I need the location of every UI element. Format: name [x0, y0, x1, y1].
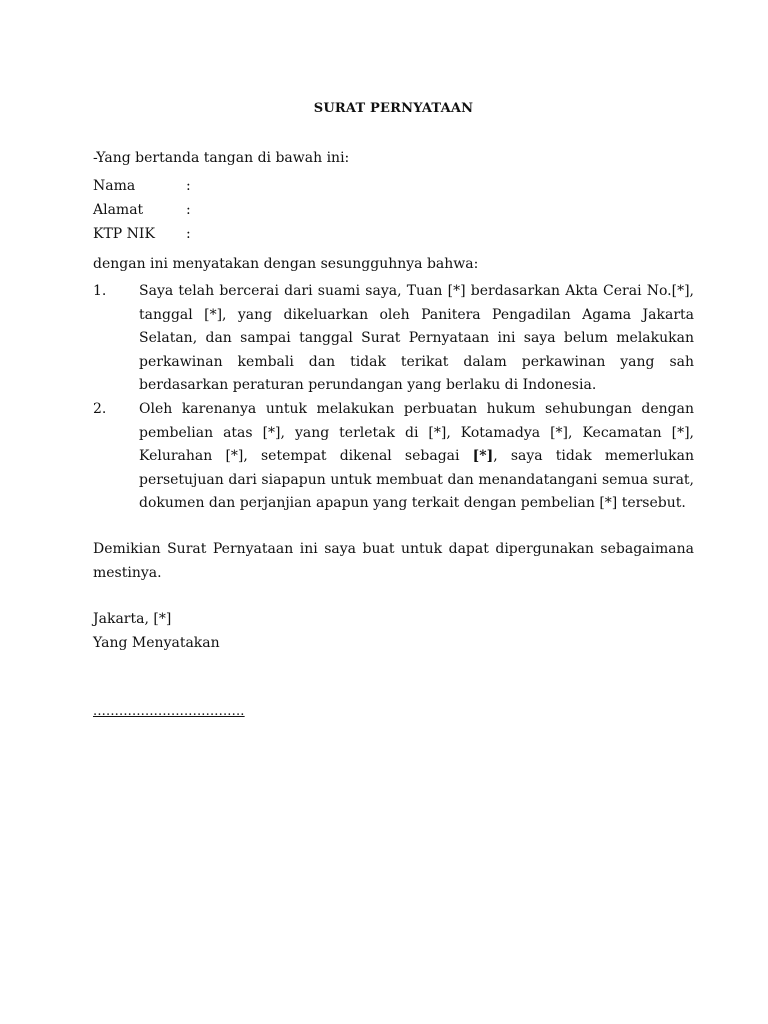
- item-text-part: Oleh karenanya untuk melakukan perbuatan hukum sehubungan dengan pembelian atas [*], yang terletak di [*], Kotamadya [*], Kecamatan [*], Kelurahan [*], setempat dikenal sebagai: [139, 400, 694, 465]
- field-colon: :: [186, 202, 191, 218]
- item-number: 1.: [93, 283, 107, 299]
- item-text: Saya telah bercerai dari suami saya, Tuan [*] berdasarkan Akta Cerai No.[*], tanggal [*], yang dikeluarkan oleh Panitera Pengadilan Agama Jakarta Selatan, dan sampai tanggal Surat Pernyataan ini saya belum melakukan perkawinan kembali dan tidak terikat dalam perkawinan yang sah berdasarkan peraturan perundangan yang berlaku di Indonesia.: [139, 283, 694, 394]
- field-label: Alamat: [93, 202, 144, 218]
- field-label: KTP NIK: [93, 226, 155, 242]
- field-colon: :: [186, 226, 191, 242]
- document-page: [93, 0, 694, 1024]
- document-title: SURAT PERNYATAAN: [313, 101, 474, 116]
- list-item: [93, 398, 694, 516]
- item-text: [139, 398, 694, 516]
- intro-text: -Yang bertanda tangan di bawah ini:: [93, 150, 350, 166]
- signature-line: ...................................: [93, 704, 245, 719]
- item-text-part: , saya tidak memerlukan persetujuan dari siapapun untuk membuat dan menandatangani semua surat, dokumen dan perjanjian apapun yang terkait dengan pembelian [*] tersebut.: [139, 448, 694, 512]
- lead-text: dengan ini menyatakan dengan sesungguhnya bahwa:: [93, 256, 479, 272]
- statement-list: [93, 280, 694, 516]
- identity-fields: [93, 177, 196, 249]
- item-number: 2.: [93, 400, 107, 417]
- field-label: Nama: [93, 178, 136, 194]
- field-row-nama: [93, 177, 196, 201]
- list-item: [93, 280, 694, 398]
- item-text-bold: [*]: [472, 448, 494, 465]
- signer-label: Yang Menyatakan: [93, 635, 220, 651]
- field-colon: :: [186, 178, 191, 194]
- place-date: Jakarta, [*]: [93, 611, 172, 627]
- field-row-ktp-nik: [93, 225, 196, 249]
- closing-text: Demikian Surat Pernyataan ini saya buat untuk dapat dipergunakan sebagaimana mestinya.: [93, 541, 694, 581]
- field-row-alamat: [93, 201, 196, 225]
